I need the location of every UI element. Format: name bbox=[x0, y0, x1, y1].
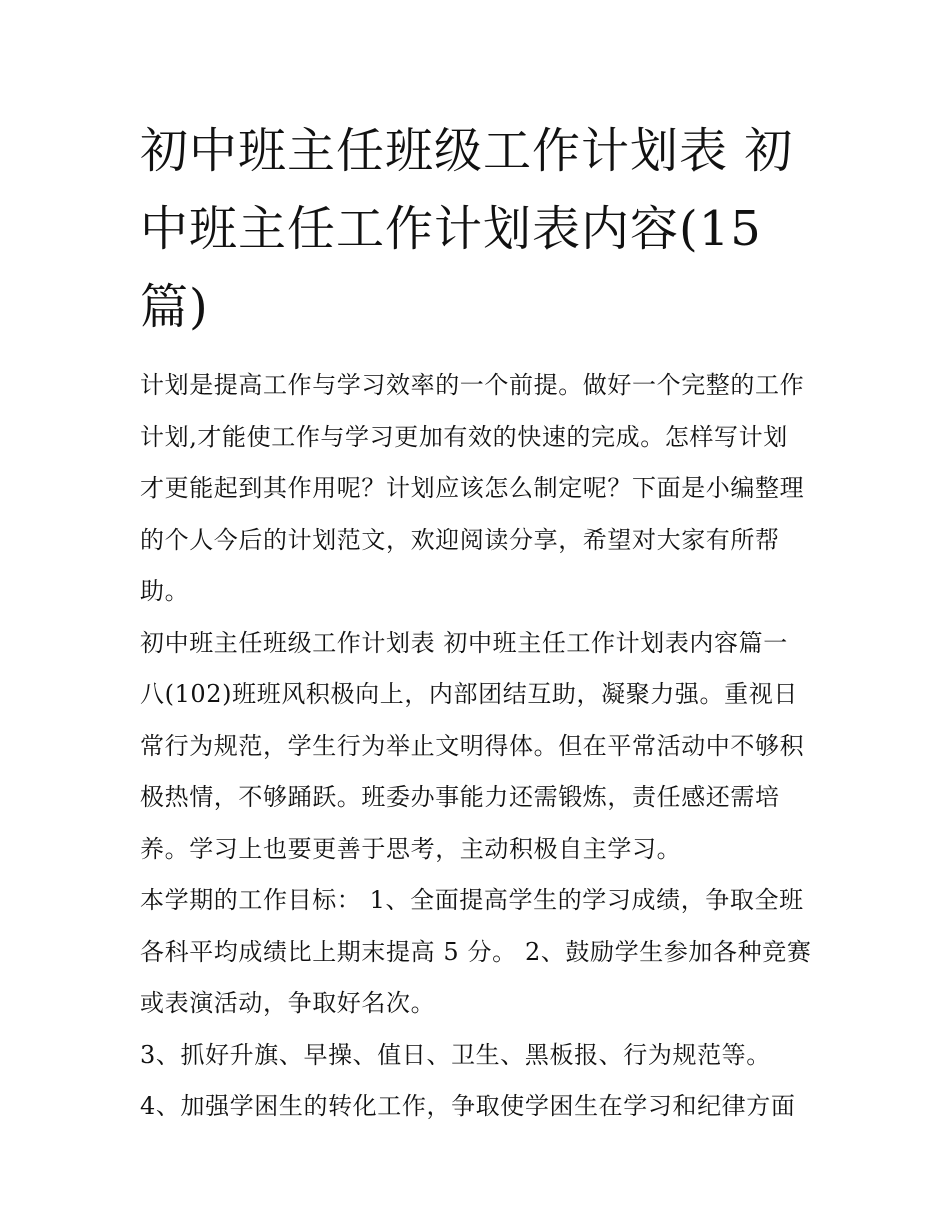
text-line: 助。 bbox=[140, 577, 190, 605]
goal-item-3 bbox=[140, 1030, 820, 1082]
text-line: 才更能起到其作用呢？计划应该怎么制定呢？下面是小编整理 bbox=[140, 474, 805, 502]
text-line: 4、加强学困生的转化工作，争取使学困生在学习和纪律方面 bbox=[140, 1092, 796, 1120]
text-line: 计划,才能使工作与学习更加有效的快速的完成。怎样写计划 bbox=[140, 422, 788, 451]
title-line: 中班主任工作计划表内容(15 bbox=[140, 201, 762, 257]
title-line: 篇) bbox=[140, 279, 209, 335]
text-line: 或表演活动，争取好名次。 bbox=[140, 989, 436, 1017]
text-line: 养。学习上也要更善于思考，主动积极自主学习。 bbox=[140, 834, 682, 863]
class-situation-paragraph bbox=[140, 618, 820, 876]
title-line: 初中班主任班级工作计划表 初 bbox=[140, 123, 794, 179]
goal-item-4 bbox=[140, 1081, 820, 1133]
text-line: 的个人今后的计划范文，欢迎阅读分享，希望对大家有所帮 bbox=[140, 525, 780, 554]
document-page bbox=[140, 112, 820, 1133]
goals-paragraph bbox=[140, 875, 820, 1030]
text-line: 初中班主任班级工作计划表 初中班主任工作计划表内容篇一 bbox=[140, 628, 788, 657]
document-body bbox=[140, 360, 820, 1133]
text-line: 各科平均成绩比上期末提高 5 分。 2、鼓励学生参加各种竞赛 bbox=[140, 937, 812, 966]
intro-paragraph bbox=[140, 360, 820, 618]
text-line: 八(102)班班风积极向上，内部团结互助，凝聚力强。重视日 bbox=[140, 680, 798, 708]
text-line: 极热情，不够踊跃。班委办事能力还需锻炼，责任感还需培 bbox=[140, 783, 780, 811]
text-line: 3、抓好升旗、早操、值日、卫生、黑板报、行为规范等。 bbox=[140, 1040, 771, 1069]
document-title bbox=[140, 112, 820, 346]
text-line: 本学期的工作目标： 1、全面提高学生的学习成绩，争取全班 bbox=[140, 886, 804, 914]
text-line: 计划是提高工作与学习效率的一个前提。做好一个完整的工作 bbox=[140, 371, 805, 399]
text-line: 常行为规范，学生行为举止文明得体。但在平常活动中不够积 bbox=[140, 731, 805, 760]
